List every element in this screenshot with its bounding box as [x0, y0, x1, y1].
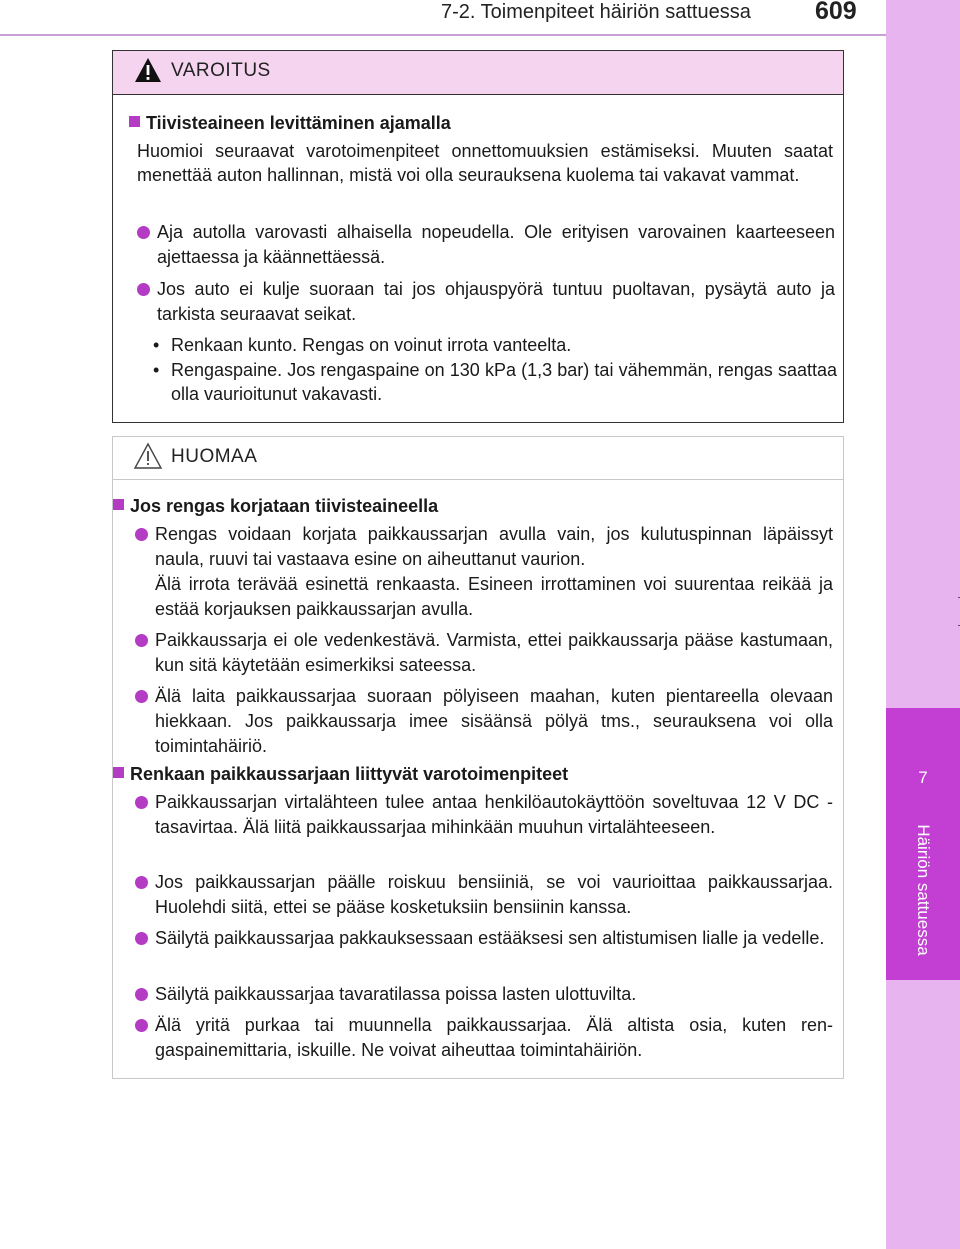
- warning-sub-bullet-text: Rengaspaine. Jos rengaspaine on 130 kPa (1,3 bar) tai vähemmän, rengas saattaa olla vaurioitunut vakavasti.: [171, 360, 837, 404]
- warning-header: [113, 51, 843, 95]
- header-rule: [0, 34, 886, 36]
- warning-intro: Huomioi seuraavat varotoimenpiteet onnettomuuksien estämiseksi. Muuten saatat menettää auton hallinnan, mistä voi olla seurauksena kuolema tai vakavat vammat.: [137, 141, 833, 185]
- chapter-side-tab: [886, 0, 960, 1249]
- chapter-number: 7: [918, 768, 928, 787]
- notice-bullet: [135, 926, 833, 951]
- notice-section2-title: [113, 762, 568, 786]
- warning-bullet-text: Jos auto ei kulje suoraan tai jos ohjauspyörä tuntuu puoltavan, pysäytä auto ja tarkista seuraavat seikat.: [157, 279, 835, 324]
- section-square-icon: [113, 499, 124, 510]
- bullet-dot-icon: [135, 1019, 148, 1032]
- section-square-icon: [113, 767, 124, 778]
- warning-triangle-icon: [133, 56, 163, 89]
- notice-bullet-text: Rengas voidaan korjata paikkaussarjan avulla vain, jos kulutuspinnan läpäissyt naula, ruuvi tai vastaava esine on aiheuttanut vaurion.: [155, 524, 833, 569]
- notice-bullet: [135, 628, 833, 678]
- warning-heading: VAROITUS: [171, 60, 271, 81]
- running-header-title: 7-2. Toimenpiteet häiriön sattuessa: [441, 1, 751, 23]
- notice-bullet: [135, 790, 833, 840]
- notice-bullet: [135, 982, 833, 1007]
- notice-panel: [112, 436, 844, 1079]
- notice-bullet-extra-text: Älä irrota terävää esinettä renkaasta. Esineen irrottaminen voi suurentaa reikää ja estää korjauksen paikkaussarjan avulla.: [155, 574, 833, 619]
- notice-header: [113, 437, 843, 480]
- bullet-dot-icon: [135, 876, 148, 889]
- notice-bullet-text: Älä yritä purkaa tai muunnella paikkaussarjaa. Älä altista osia, kuten rengaspainemittaria, iskuille. Ne voivat aiheuttaa toimintahäiriön.: [155, 1015, 833, 1060]
- bullet-dot-icon: [135, 988, 148, 1001]
- notice-bullet: [135, 1013, 833, 1063]
- notice-bullet-text: Älä laita paikkaussarjaa suoraan pölyiseen maahan, kuten pientareella olevaan hiekkaan. Jos paikkaussarja imee sisäänsä pölyä tms., seurauksena voi olla toimintahäiriö.: [155, 686, 833, 756]
- bullet-dot-icon: [135, 634, 148, 647]
- caution-triangle-icon: [133, 442, 163, 475]
- warning-section-title: [129, 111, 451, 135]
- notice-section1-title-text: Jos rengas korjataan tiivisteaineella: [130, 496, 439, 516]
- bullet-dot-icon: [135, 932, 148, 945]
- page-number: 609: [815, 0, 857, 25]
- notice-section1-title: [113, 494, 438, 518]
- notice-bullet-text: Paikkaussarja ei ole vedenkestävä. Varmista, ettei paikkaussarja pääse kastumaan, kun sitä käytetään esimerkiksi sateessa.: [155, 630, 833, 675]
- section-square-icon: [129, 116, 140, 127]
- warning-sub-bullet-text: Renkaan kunto. Rengas on voinut irrota vanteelta.: [171, 335, 572, 355]
- notice-bullet-text: Säilytä paikkaussarjaa pakkauksessaan estääksesi sen altistumisen lialle ja vedelle.: [155, 928, 825, 948]
- notice-section2-title-text: Renkaan paikkaussarjaan liittyvät varotoimenpiteet: [130, 764, 569, 784]
- warning-sub-bullet: • Rengaspaine. Jos rengaspaine on 130 kPa (1,3 bar) tai vähemmän, rengas saattaa olla vaurioitunut vakavasti.: [153, 360, 837, 404]
- bullet-dot-icon: [135, 690, 148, 703]
- chapter-label: Häiriön sattuessa: [914, 824, 933, 956]
- notice-bullet: [135, 522, 833, 622]
- warning-section-title-text: Tiivisteaineen levittäminen ajamalla: [146, 113, 451, 133]
- bullet-dot-icon: [135, 528, 148, 541]
- warning-bullet-text: Aja autolla varovasti alhaisella nopeudella. Ole erityisen varovainen kaarteeseen ajettaessa ja käännettäessä.: [157, 222, 835, 267]
- bullet-dot-icon: [137, 283, 150, 296]
- notice-bullet-text: Säilytä paikkaussarjaa tavaratilassa poissa lasten ulottuvilta.: [155, 984, 637, 1004]
- notice-bullet-text: Jos paikkaussarjan päälle roiskuu bensiiniä, se voi vaurioittaa paikkaussarjaa. Huolehdi siitä, ettei se pääse kosketuksiin bensiinin kanssa.: [155, 872, 833, 917]
- bullet-dot-icon: [137, 226, 150, 239]
- notice-bullet-text: Paikkaussarjan virtalähteen tulee antaa henkilöautokäyttöön soveltuvaa 12 V DC -tasavirtaa. Älä liitä paikkaussarjaa mihinkään muuhun virtalähteeseen.: [155, 792, 833, 837]
- warning-bullet: [137, 220, 835, 270]
- warning-bullet: [137, 277, 835, 327]
- bullet-dot-icon: [135, 796, 148, 809]
- notice-bullet: [135, 870, 833, 920]
- notice-bullet: [135, 684, 833, 759]
- notice-heading: HUOMAA: [171, 446, 258, 467]
- warning-sub-bullet: • Renkaan kunto. Rengas on voinut irrota vanteelta.: [153, 333, 837, 357]
- warning-panel: [112, 50, 844, 423]
